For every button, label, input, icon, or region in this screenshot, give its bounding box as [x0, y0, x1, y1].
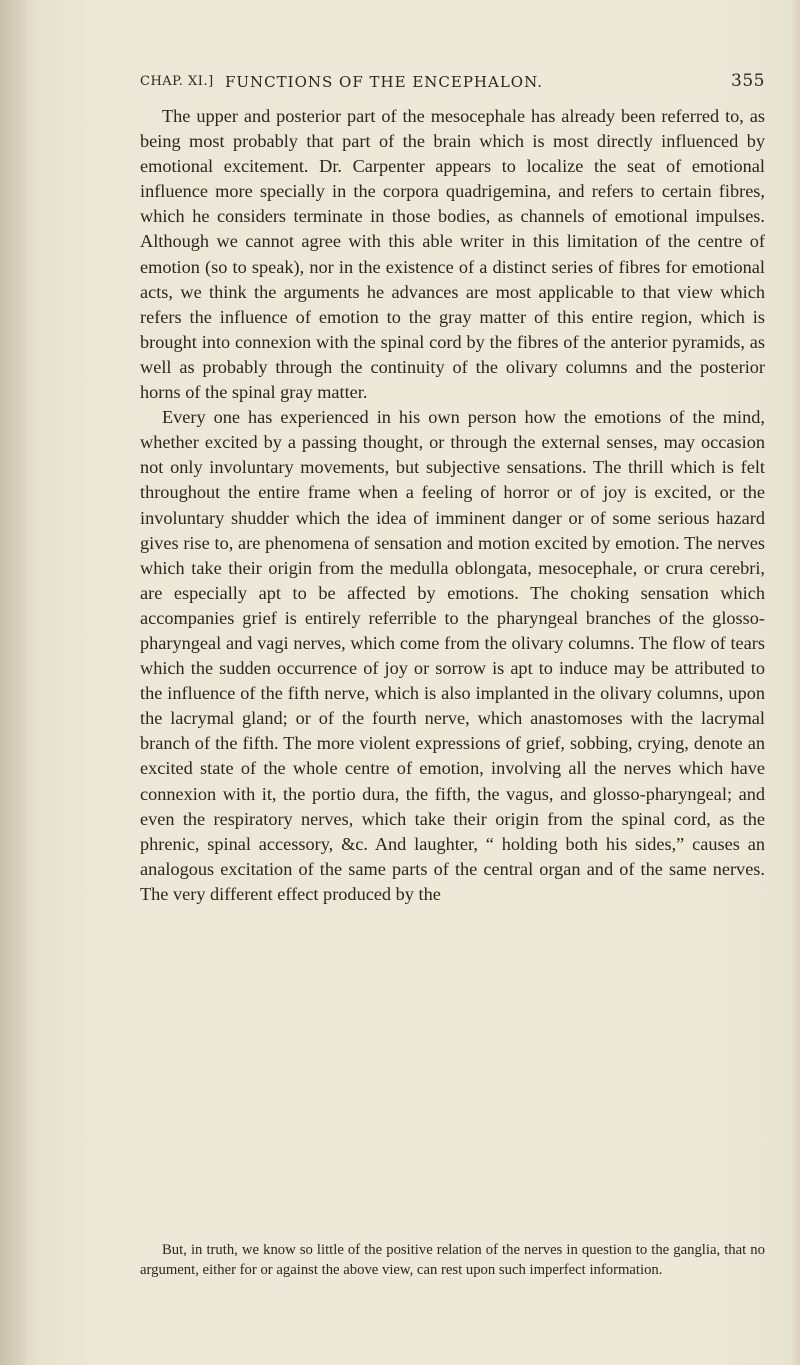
- page-number: 355: [731, 71, 765, 91]
- running-title: FUNCTIONS OF THE ENCEPHALON.: [225, 73, 544, 91]
- paragraph: The upper and posterior part of the mesocephale has already been referred to, as being most probably that part of the brain which is most directly influenced by emotional excitement. Dr. Carpenter appears to localize the seat of emotional influence more specially in the corpora quadrigemina, and refers to certain fibres, which he considers terminate in those bodies, as channels of emotional impulses. Although we cannot agree with this able writer in this limitation of the centre of emotion (so to speak), nor in the existence of a distinct series of fibres for emotional acts, we think the arguments he advances are most applicable to that view which refers the influence of emotion to the gray matter of this entire region, which is brought into connexion with the spinal cord by the fibres of the anterior pyramids, as well as probably through the continuity of the olivary columns and the posterior horns of the spinal gray matter.: [140, 106, 765, 403]
- page-spine-shadow: [0, 0, 26, 1365]
- running-header: [140, 70, 765, 96]
- main-text: [140, 104, 765, 907]
- chapter-label: CHAP. XI.]: [140, 74, 214, 89]
- footnote-text: But, in truth, we know so little of the positive relation of the nerves in question to the ganglia, that no argument, either for or against the above view, can rest upon such imperfect information.: [140, 1242, 765, 1279]
- paragraph: Every one has experienced in his own person how the emotions of the mind, whether excited by a passing thought, or through the external senses, may occasion not only involuntary movements, but subjective sensations. The thrill which is felt throughout the entire frame when a feeling of horror or of joy is excited, or the involuntary shudder which the idea of imminent danger or of some serious hazard gives rise to, are phenomena of sensation and motion excited by emotion. The nerves which take their origin from the medulla oblongata, mesocephale, or crura cerebri, are especially apt to be affected by emotions. The choking sensation which accompanies grief is entirely referrible to the pharyngeal branches of the glosso-pharyngeal and vagi nerves, which come from the olivary columns. The flow of tears which the sudden occurrence of joy or sorrow is apt to induce may be attributed to the influence of the fifth nerve, which is also implanted in the olivary columns, upon the lacrymal gland; or of the fourth nerve, which anastomoses with the lacrymal branch of the fifth. The more violent expressions of grief, sobbing, crying, denote an excited state of the whole centre of emotion, involving all the nerves which have connexion with it, the portio dura, the fifth, the vagus, and glosso-pharyngeal; and even the respiratory nerves, which take their origin from the spinal cord, as the phrenic, spinal accessory, &c. And laughter, “ holding both his sides,” causes an analogous excitation of the same parts of the central organ and of the same nerves. The very different effect produced by the: [140, 407, 765, 904]
- footnote: [140, 1240, 765, 1281]
